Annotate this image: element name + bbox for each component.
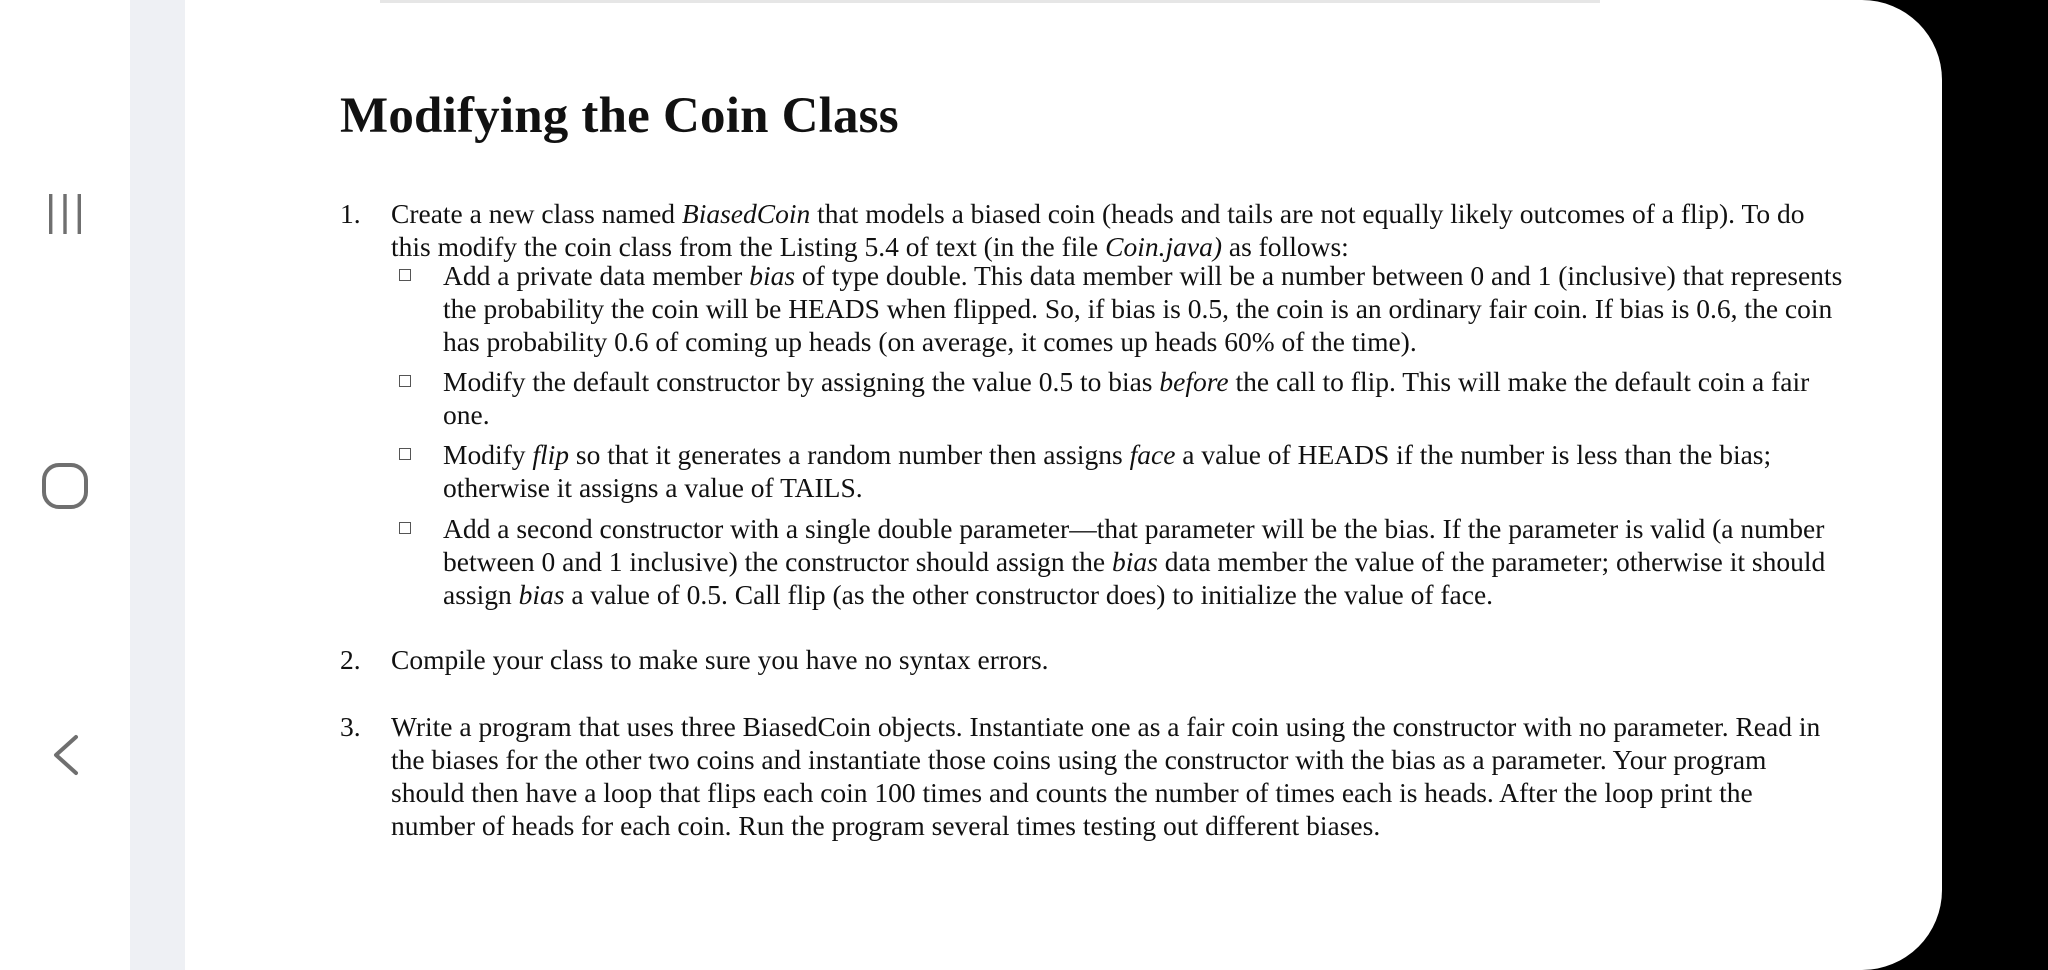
step-number: 1. [340, 198, 361, 229]
bullet-box-icon [399, 448, 411, 460]
back-icon [48, 733, 82, 777]
bullet-box-icon [399, 522, 411, 534]
document-page[interactable] [185, 0, 1942, 970]
bullet-box-icon [399, 375, 411, 387]
document-content [340, 83, 1843, 841]
home-icon [40, 461, 90, 511]
list-item [391, 512, 1843, 611]
home-button[interactable] [30, 451, 100, 521]
list-item [391, 438, 1843, 504]
list-item [391, 365, 1843, 431]
navigation-bar [0, 0, 130, 970]
step-1 [340, 197, 1831, 263]
list-item-text: Add a second constructor with a single double parameter—that parameter will be the bias. If the parameter is valid (a number between 0 and 1 inclusive) the constructor should assign the bias data member the value of the parameter; otherwise it should assign bias a value of 0.5. Call flip (as the other constructor does) to initialize the value of face. [443, 513, 1826, 610]
list-item-text: Modify flip so that it generates a random number then assigns face a value of HEADS if the number is less than the bias; otherwise it assigns a value of TAILS. [443, 439, 1772, 503]
list-item [391, 259, 1843, 358]
step-number: 2. [340, 644, 361, 675]
list-item-text: Add a private data member bias of type double. This data member will be a number between 0 and 1 (inclusive) that represents the probability the coin will be HEADS when flipped. So, if bias is 0.5, the coin is an ordinary fair coin. If bias is 0.6, the coin has probability 0.6 of coming up heads (on average, it comes up heads 60% of the time). [443, 260, 1843, 357]
recent-apps-button[interactable] [30, 179, 100, 249]
bullet-box-icon [399, 269, 411, 281]
page-top-divider [380, 0, 1600, 3]
document-title: Modifying the Coin Class [340, 88, 899, 144]
list-item-text: Modify the default constructor by assigning the value 0.5 to bias before the call to flip. This will make the default coin a fair one. [443, 366, 1810, 430]
back-button[interactable] [30, 720, 100, 790]
viewer-gutter [130, 0, 185, 970]
step-3 [340, 710, 1831, 842]
step-text: Write a program that uses three BiasedCoin objects. Instantiate one as a fair coin using the constructor with no parameter. Read in the biases for the other two coins and instantiate those coins using the constructor with the bias as a parameter. Your program should then have a loop that flips each coin 100 times and counts the number of times each is heads. After the loop print the number of heads for each coin. Run the program several times testing out different biases. [391, 711, 1821, 841]
step-text: Create a new class named BiasedCoin that models a biased coin (heads and tails are not equally likely outcomes of a flip). To do this modify the coin class from the Listing 5.4 of text (in the file Coin.java) as follows: [391, 198, 1805, 262]
recent-apps-icon [45, 192, 85, 236]
step-number: 3. [340, 711, 361, 742]
step-text: Compile your class to make sure you have no syntax errors. [391, 644, 1049, 675]
step-2 [340, 643, 1831, 676]
